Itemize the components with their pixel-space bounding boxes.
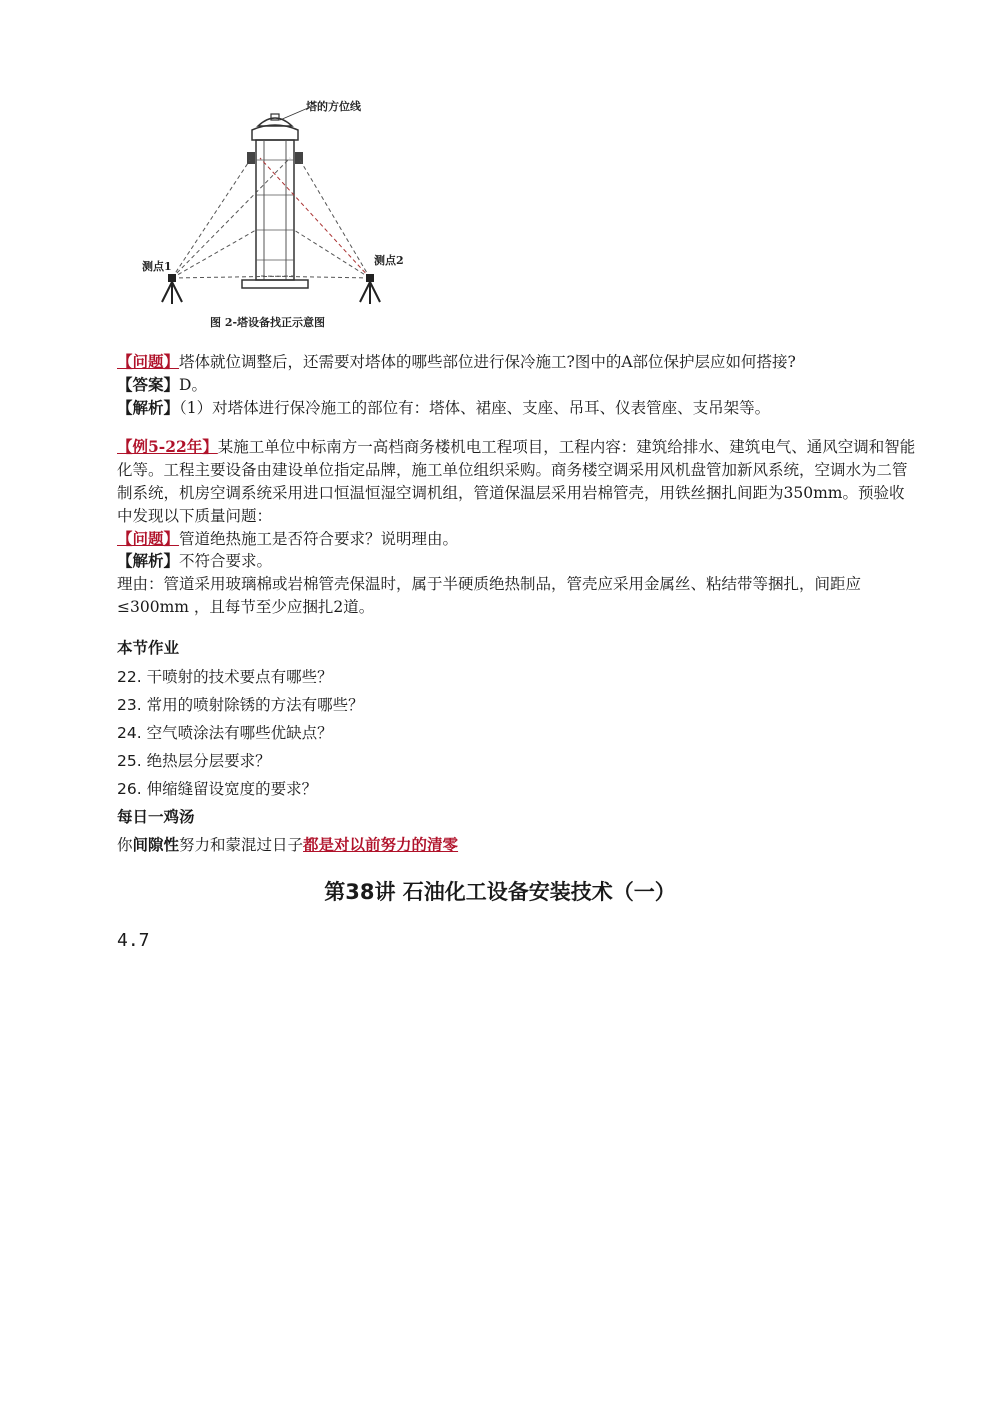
analysis-tag: 【解析】 bbox=[117, 398, 180, 417]
answer-tag: 【答案】 bbox=[117, 375, 180, 394]
point1-label: 测点1 bbox=[142, 260, 172, 273]
answer-text: D。 bbox=[179, 376, 207, 394]
question-line bbox=[117, 351, 796, 373]
example-text: 某施工单位中标南方一高档商务楼机电工程项目，工程内容：建筑给排水、建筑电气、通风空调和智能化等。工程主要设备由建设单位指定品牌，施工单位组织采购。商务楼空调采用风机盘管加新风系统，空调水为二管制系统，机房空调系统采用进口恒温恒湿空调机组，管道保温层采用岩棉管壳，用铁丝捆扎间距为350mm。预验收中发现以下质量问题： bbox=[117, 438, 916, 525]
analysis-line bbox=[117, 397, 770, 419]
homework-title: 本节作业 bbox=[117, 639, 180, 657]
example-analysis-tag: 【解析】 bbox=[117, 551, 180, 570]
homework-item: 22. 干喷射的技术要点有哪些？ bbox=[117, 668, 333, 686]
question-text: 塔体就位调整后，还需要对塔体的哪些部位进行保冷施工?图中的A部位保护层应如何搭接? bbox=[179, 353, 796, 371]
example-analysis-line bbox=[117, 550, 272, 572]
homework-item: 24. 空气喷涂法有哪些优缺点？ bbox=[117, 724, 333, 742]
example-tag: 【例5-22年】 bbox=[117, 437, 218, 456]
homework-item: 26. 伸缩缝留设宽度的要求？ bbox=[117, 780, 318, 798]
analysis-text: （1）对塔体进行保冷施工的部位有：塔体、裙座、支座、吊耳、仪表管座、支吊架等。 bbox=[179, 399, 771, 417]
example-paragraph bbox=[117, 435, 917, 528]
example-analysis-text: 不符合要求。 bbox=[179, 552, 273, 570]
example-question-tag: 【问题】 bbox=[117, 529, 180, 548]
lecture-title: 第38讲 石油化工设备安装技术（一） bbox=[324, 880, 676, 904]
daily-quote-part2: 间隙性 bbox=[132, 836, 180, 854]
daily-quote bbox=[117, 832, 458, 858]
example-question-text: 管道绝热施工是否符合要求？说明理由。 bbox=[179, 530, 459, 548]
homework-item: 25. 绝热层分层要求？ bbox=[117, 752, 271, 770]
direction-line-label: 塔的方位线 bbox=[306, 100, 361, 113]
answer-line bbox=[117, 374, 207, 396]
question-tag: 【问题】 bbox=[117, 352, 180, 371]
section-number: 4.7 bbox=[117, 930, 150, 951]
figure-caption: 图 2-塔设备找正示意图 bbox=[210, 316, 326, 329]
tower-alignment-figure bbox=[130, 100, 430, 332]
daily-quote-part3: 努力和蒙混过日子 bbox=[179, 836, 304, 854]
example-reason: 理由：管道采用玻璃棉或岩棉管壳保温时，属于半硬质绝热制品，管壳应采用金属丝、粘结带等捆扎，间距应≤300mm ，且每节至少应捆扎2道。 bbox=[117, 575, 862, 616]
tower-diagram bbox=[130, 100, 430, 332]
daily-quote-part1: 你 bbox=[117, 836, 133, 854]
point2-label: 测点2 bbox=[374, 254, 404, 267]
daily-title: 每日一鸡汤 bbox=[117, 808, 195, 826]
daily-quote-part4: 都是对以前努力的清零 bbox=[303, 836, 459, 854]
homework-item: 23. 常用的喷射除锈的方法有哪些？ bbox=[117, 696, 364, 714]
example-question-line bbox=[117, 528, 458, 550]
